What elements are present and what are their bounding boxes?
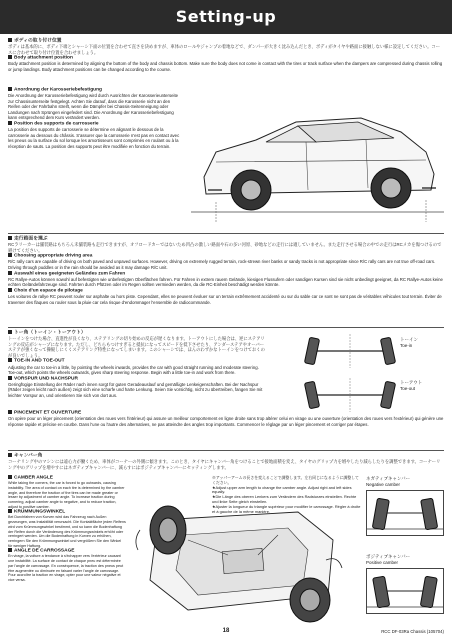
camber-jp-heading: キャンバー角 [8, 453, 444, 459]
toe-in-en-label: Toe-in [400, 343, 413, 348]
toe-out-en-label: Toe-out [400, 386, 416, 391]
bullet-square-icon [8, 376, 12, 380]
section-divider [8, 450, 444, 451]
body-attachment-fr-text: La position des supports de carrosserie se détermine en alignant le dessous de la carrosserie au dessous du châssis. S'assurer que la carrosserie n'est pas en contact avec les pneus ou la surface du sol lorsque les amortisseurs sont comprimés en roulant ou à la réception de sauts. La position des supports peut être modifiée en fonction du terrain. [8, 127, 180, 149]
body-attachment-de-text: Die Anordnung der Karosseriebefestigung wird durch Ausrichten der Karosserieunterseite zur Chassisunterseite festgelegt. Achten Sie darauf, dass die Karosserie nicht an den Reifen oder der Fahrbahn streift, wenn die Dämpfer bei Chassis-Seitenneigung oder Landungen nach Sprüngen eingefedert sind. Die Anordnung der Karosseriebefestigung kann entsprechend dem Kurs verändert werden. [8, 93, 179, 121]
bullet-square-icon [8, 55, 12, 59]
positive-camber-drawing [367, 569, 443, 613]
toe-in-jp-label: トーイン [400, 337, 418, 342]
driving-area-de-heading: Auswahl eines geeigneten Geländes zum Fahren [8, 271, 444, 277]
camber-intro [8, 453, 444, 470]
bullet-square-icon [8, 475, 12, 479]
negative-camber-jp-label: ネガティブキャンバー [366, 476, 411, 481]
toe-jp-text: トーインをつけた場合、直進性が良くなり、ステアリングの切り始めの反応が遅くなります。トーアウトにした場合は、逆にステアリングの反応がシャープになります。ただし、どちらもつけすぎると抵抗になってスピードを低下させたり、アンダーステアやオーバーステアが強くなって操縦しにくくステアリング特性になってしまいます。このシャーシでは、ほんのわずかなトーインをつけておくのが良いでしょう。 [8, 336, 265, 358]
toe-in-diagram [300, 332, 400, 370]
toe-out-diagram [300, 376, 400, 414]
camber-fr-heading: ANGLE DE CARROSSAGE [8, 548, 126, 554]
camber-fr-text: En virage, la voiture a tendance à s'échapper vers l'extérieur causant une instabilité. La surface de contact de chaque pneu est déterminée par l'angle de carrossage. En conséquence, la traction des pneus peut être augmentée ou diminuée en faisant varier l'angle de carrossage. Pour accroître la traction en virage, opter pour une valeur négative et vice versa. [8, 554, 124, 582]
model-name: RCC DF-03Ra Chassis (105704) [381, 629, 444, 634]
toe-de-heading: VORSPUR UND NACHSPUR [8, 376, 266, 382]
bullet-square-icon [8, 236, 12, 240]
chassis-illustration [128, 500, 350, 626]
rally-car-illustration [186, 82, 448, 230]
positive-camber-jp-label: ポジティブキャンバー [366, 554, 411, 559]
body-attachment-en-text: Body attachment position is determined by aligning the bottom of the body and chassis bottom. Make sure the body does not come in contact with the tires or track surface when the dampers are compressed during chassis rolling or jump landings. Body attachment positions can be changed according to the course. [8, 61, 443, 72]
toe-section [8, 330, 266, 399]
toe-out-jp-label: トーアウト [400, 380, 423, 385]
bullet-square-icon [8, 330, 12, 334]
bullet-square-icon [8, 548, 12, 552]
bullet-square-icon [8, 121, 12, 125]
toe-de-text: Geringfügige Einstellung der Räder nach innen sorgt für guten Geradeauslauf und gemäßigte Lenkeigenschaften. Bei der Nachspur (Räder zeigen leicht nach außen) zeigt sich eine scharfe und harte Lenkung. Seien Sie vorsichtig, nicht zu übertreiben, fangen Sie mit leichter Vorspur an, und orientieren Sie sich von dort aus. [8, 381, 263, 399]
toe-en-text: Adjusting the car to toe-in a little, by pointing the wheels inwards, provides the car with good straight running and moderate steering. Toe-out, which points the wheels outwards, gives sharp steering response. Begin with a little toe-in and work from there. [8, 364, 259, 376]
body-attachment-intro [8, 38, 444, 73]
driving-area-en-text: R/C rally cars are capable of driving on both paved and unpaved surfaces. However, driving on extremely rugged terrain, rock-strewn river banks or sandy tracks is not appropriate since R/C rally cars are not true off-road cars. Driving through puddles or in the rain should be avoided as it may damage R/C unit. [8, 259, 436, 270]
driving-area-jp-text: RCラリーカーは舗装路はもちろん未舗装路も走行できますが、オフロードカーではないため凹凸の激しい路面や石の多い河原、砂地などの走行には適していません。また走行させる場合の中での走行はRCメカを傷つけるので避けてください。 [8, 242, 442, 253]
page-number: 18 [222, 628, 230, 634]
camber-en-text: While taking the corners, the car is forced to go outwards, causing instability. The area of contact on each tire is determined by the camber angle, and therefore the traction of the tires can be made greater or lesser by adjustment of camber angle. To increase traction during cornering, adjust camber angle to negative, and to reduce traction, adjust to positive camber. [8, 481, 125, 509]
bullet-square-icon [8, 38, 12, 42]
toe-en-heading: TOE-IN AND TOE-OUT [8, 358, 266, 364]
negative-camber-diagram [366, 490, 444, 536]
camber-jp-text: コーナリング中のマシンには遠心力が働くため、車体がコーナーの外側に傾きます。このとき、タイヤにキャンバー角をつけることで接地面積を変え、タイヤのグリップ力を増やしたり減らしたりを調整できます。コーナーリング中のグリップを増やすにはネガティブキャンバーに、減らすにはポジティブキャンバーにセッティングします。 [8, 459, 441, 470]
driving-area-fr-text: Les voitures de rallye RC peuvent rouler sur asphalte ou hors piste. Cependant, elles ne peuvent évoluer sur un terrain extrêmement accidenté ou sur du sable car ce sont ne sont pas de véritables véhicules tout terrain. Éviter de traverser des flaques ou rouler sous la pluie car cela risque d'endommager l'ensemble de radiocommande. [8, 293, 442, 305]
driving-area-de-text: RC Rallye-Autos können sowohl auf befestigten wie unbefestigten Oberflächen fahren. Für Fahren in extrem rauem Gelände, kiesigen Flussufern oder sandigen Kursen sind sie nicht unbedingt geeignet, da RC Rallye-Autos keine echten Geländefahrzeuge sind. Fahrten durch Pfützen oder im Regen sollten vermieden werden, da die RC-Einheit beschädigt werden könnte. [8, 276, 443, 288]
toe-fr-text: On opère pour un léger pincement (orientation des roues vers l'intérieur) qui assure un meilleur comportement en ligne droite sans trop altérer celui en virage ou une ouverture (orientation des roues vers l'extérieur) qui génère une réponse rapide et précise en courbe. Dans l'une ou l'autre des alternatives, ne pas atteindre des angles trop importants. Commencer le réglage par un léger pincement et corriger par étapes. [8, 416, 444, 427]
negative-camber-drawing [367, 491, 443, 535]
positive-camber-diagram [366, 568, 444, 614]
bullet-square-icon [8, 358, 12, 362]
camber-de-text: Bei Durchfahren von Kurven wird das Fahrzeug nach Außen gezwungen, was Instabilität verursacht. Die Kontaktfläche jeden Reifens wird vom Krümmungswinkel bestimmt, und so kann die Bodenhaftung der Reifen durch die Veränderung des Krümmungswinkels erhöht oder verringert werden. Um die Bodenhaftung in Kurven zu erhöhen, verringern Sie den Krümmungswinkel und vergrößern Sie den Winkel für weniger Haftung. [8, 515, 126, 548]
bullet-square-icon [8, 410, 12, 414]
camber-note-jp: ※アッパーアームの長さを変えることで調整します。左右同じになるように調整してください。 [212, 475, 359, 485]
body-attachment-jp-heading: ボディの取り付け位置 [8, 38, 444, 44]
page-header [0, 0, 452, 34]
negative-camber-en-label: Negative camber [366, 482, 401, 487]
bullet-square-icon [8, 288, 12, 292]
positive-camber-en-label: Positive camber [366, 560, 399, 565]
page-title: Setting-up [175, 7, 277, 26]
bullet-square-icon [8, 509, 12, 513]
driving-area-section [8, 236, 444, 305]
camber-note-fr: ★Ajuster la longueur du triangle supérieur pour modifier le carrossage. Régler à droite et à gauche de la même manière. [212, 503, 361, 514]
bullet-square-icon [8, 87, 12, 91]
body-attachment-de-heading: Anordnung der Karosseriebefestigung [8, 87, 182, 93]
camber-en-heading: CAMBER ANGLE [8, 475, 126, 481]
camber-note-en: ★Adjust upper arm length to change the camber angle. Adjust right and left sides equally. [212, 484, 352, 495]
section-divider [8, 233, 444, 234]
toe-jp-heading: トー角（トーイン・トーアウト） [8, 330, 266, 336]
toe-fr-heading: PINCEMENT ET OUVERTURE [8, 410, 444, 416]
driving-area-fr-heading: Choix d'un espace de pilotage [8, 288, 444, 294]
camber-de-heading: KRÜMMUNGSWINKEL [8, 509, 126, 515]
section-divider [8, 327, 444, 328]
bullet-square-icon [8, 453, 12, 457]
body-attachment-jp-text: ボディは基本的に、ボディ下端とシャーシ下面の位置を合わせて直さを決めますが、車体のロールやジャンプの着地などで、ダンパーが大きく沈み込んだとき、ボディがタイヤや路面に接触しない様に設定してください。コースに合わせて取り付け位置を合わせましょう。 [8, 44, 440, 55]
camber-note-de: ★Die Länge des oberen Lenkers zum Verändern des Radsturzes einstellen. Rechte und linke Seite gleich einstellen. [212, 494, 357, 504]
body-attachment-fr-heading: Position des supports de carrosserie [8, 121, 182, 127]
body-attachment-column [8, 87, 182, 150]
bullet-square-icon [8, 253, 12, 257]
bullet-square-icon [8, 271, 12, 275]
driving-area-jp-heading: 走行路面を選ぶ [8, 236, 444, 242]
body-attachment-en-heading: Body attachment position [8, 55, 444, 61]
camber-column [8, 475, 126, 583]
driving-area-en-heading: Choosing appropriate driving area [8, 253, 444, 259]
